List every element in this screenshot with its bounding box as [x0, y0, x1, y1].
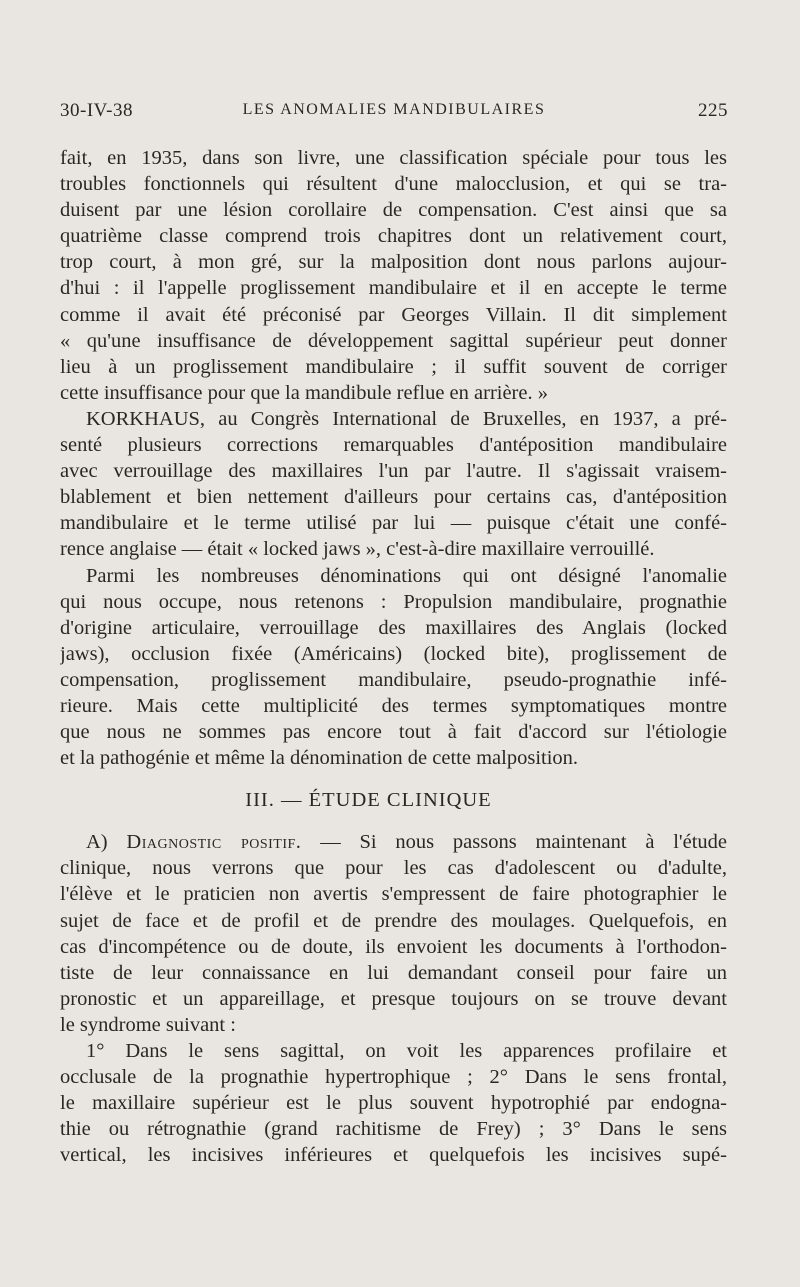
text-line: compensation, proglissement mandibulaire, pseudo-prognathie infé-: [60, 668, 727, 691]
text-line: tiste de leur connaissance en lui demandant conseil pour faire un: [60, 961, 727, 984]
text-line: comme il avait été préconisé par Georges Villain. Il dit simplement: [60, 303, 727, 326]
text-line: KORKHAUS, au Congrès International de Bruxelles, en 1937, a pré-: [86, 407, 727, 430]
text-line: pronostic et un appareillage, et presque toujours on se trouve devant: [60, 987, 727, 1010]
text-line: lieu à un proglissement mandibulaire ; il suffit souvent de corriger: [60, 355, 727, 378]
text-line: sujet de face et de profil et de prendre des moulages. Quelquefois, en: [60, 909, 727, 932]
text-line: « qu'une insuffisance de développement sagittal supérieur peut donner: [60, 329, 727, 352]
text-line: qui nous occupe, nous retenons : Propulsion mandibulaire, prognathie: [60, 590, 727, 613]
text-line: cette insuffisance pour que la mandibule reflue en arrière. »: [60, 381, 548, 404]
text-line: que nous ne sommes pas encore tout à fait d'accord sur l'étiologie: [60, 721, 727, 744]
subsection-label: A): [86, 831, 127, 854]
text-line: quatrième classe comprend trois chapitres dont un relativement court,: [60, 225, 727, 248]
text-line: le syndrome suivant :: [60, 1013, 236, 1036]
text-line: l'élève et le praticien non avertis s'empressent de faire photographier le: [60, 883, 727, 906]
subsection-title: Diagnostic positif.: [126, 831, 302, 854]
text-line: 1° Dans le sens sagittal, on voit les apparences profilaire et: [86, 1040, 727, 1062]
text-line: Parmi les nombreuses dénominations qui ont désigné l'anomalie: [86, 564, 727, 587]
text-line: duisent par une lésion corollaire de compensation. C'est ainsi que sa: [60, 199, 727, 222]
subsection-lead-text: — Si nous passons maintenant à l'étude: [301, 831, 727, 854]
text-line: mandibulaire et le terme utilisé par lui — puisque c'était une confé-: [60, 512, 727, 535]
text-line: thie ou rétrognathie (grand rachitisme de Frey) ; 3° Dans le sens: [60, 1118, 727, 1141]
text-line: d'origine articulaire, verrouillage des maxillaires des Anglais (locked: [60, 616, 727, 639]
text-line: senté plusieurs corrections remarquables d'antéposition mandibulaire: [60, 434, 727, 457]
text-line: le maxillaire supérieur est le plus souvent hypotrophié par endogna-: [60, 1092, 727, 1115]
text-line: trop court, à mon gré, sur la malposition dont nous parlons aujour-: [60, 251, 727, 274]
text-line: rence anglaise — était « locked jaws », c'est-à-dire maxillaire verrouillé.: [60, 538, 655, 561]
text-line: cas d'incompétence ou de doute, ils envoient les documents à l'orthodon-: [60, 935, 727, 958]
text-line: d'hui : il l'appelle proglissement mandibulaire et il en accepte le terme: [60, 277, 727, 300]
text-line: et la pathogénie et même la dénomination de cette malposition.: [60, 747, 579, 770]
text-line: troubles fonctionnels qui résultent d'une malocclusion, et qui se tra-: [60, 173, 727, 196]
text-line: jaws), occlusion fixée (Américains) (locked bite), proglissement de: [60, 642, 727, 665]
header-date: 30-IV-38: [60, 100, 133, 121]
text-line: occlusale de la prognathie hypertrophique ; 2° Dans le sens frontal,: [60, 1066, 727, 1089]
text-line: avec verrouillage des maxillaires l'un par l'autre. Il s'agissait vraisem-: [60, 460, 727, 483]
text-line: clinique, nous verrons que pour les cas d'adolescent ou d'adulte,: [60, 857, 727, 880]
section-heading: III. — ÉTUDE CLINIQUE: [245, 789, 492, 812]
text-line: fait, en 1935, dans son livre, une classification spéciale pour tous les: [60, 147, 727, 169]
running-header: [60, 100, 728, 126]
running-title: LES ANOMALIES MANDIBULAIRES: [242, 101, 546, 118]
text-line: rieure. Mais cette multiplicité des termes symptomatiques montre: [60, 694, 727, 717]
text-line: [60, 829, 727, 855]
body-text: [60, 145, 727, 1168]
page-number: 225: [698, 100, 728, 121]
text-line: blablement et bien nettement d'ailleurs pour certains cas, d'antéposition: [60, 486, 727, 509]
text-line: vertical, les incisives inférieures et quelquefois les incisives supé-: [60, 1144, 727, 1167]
